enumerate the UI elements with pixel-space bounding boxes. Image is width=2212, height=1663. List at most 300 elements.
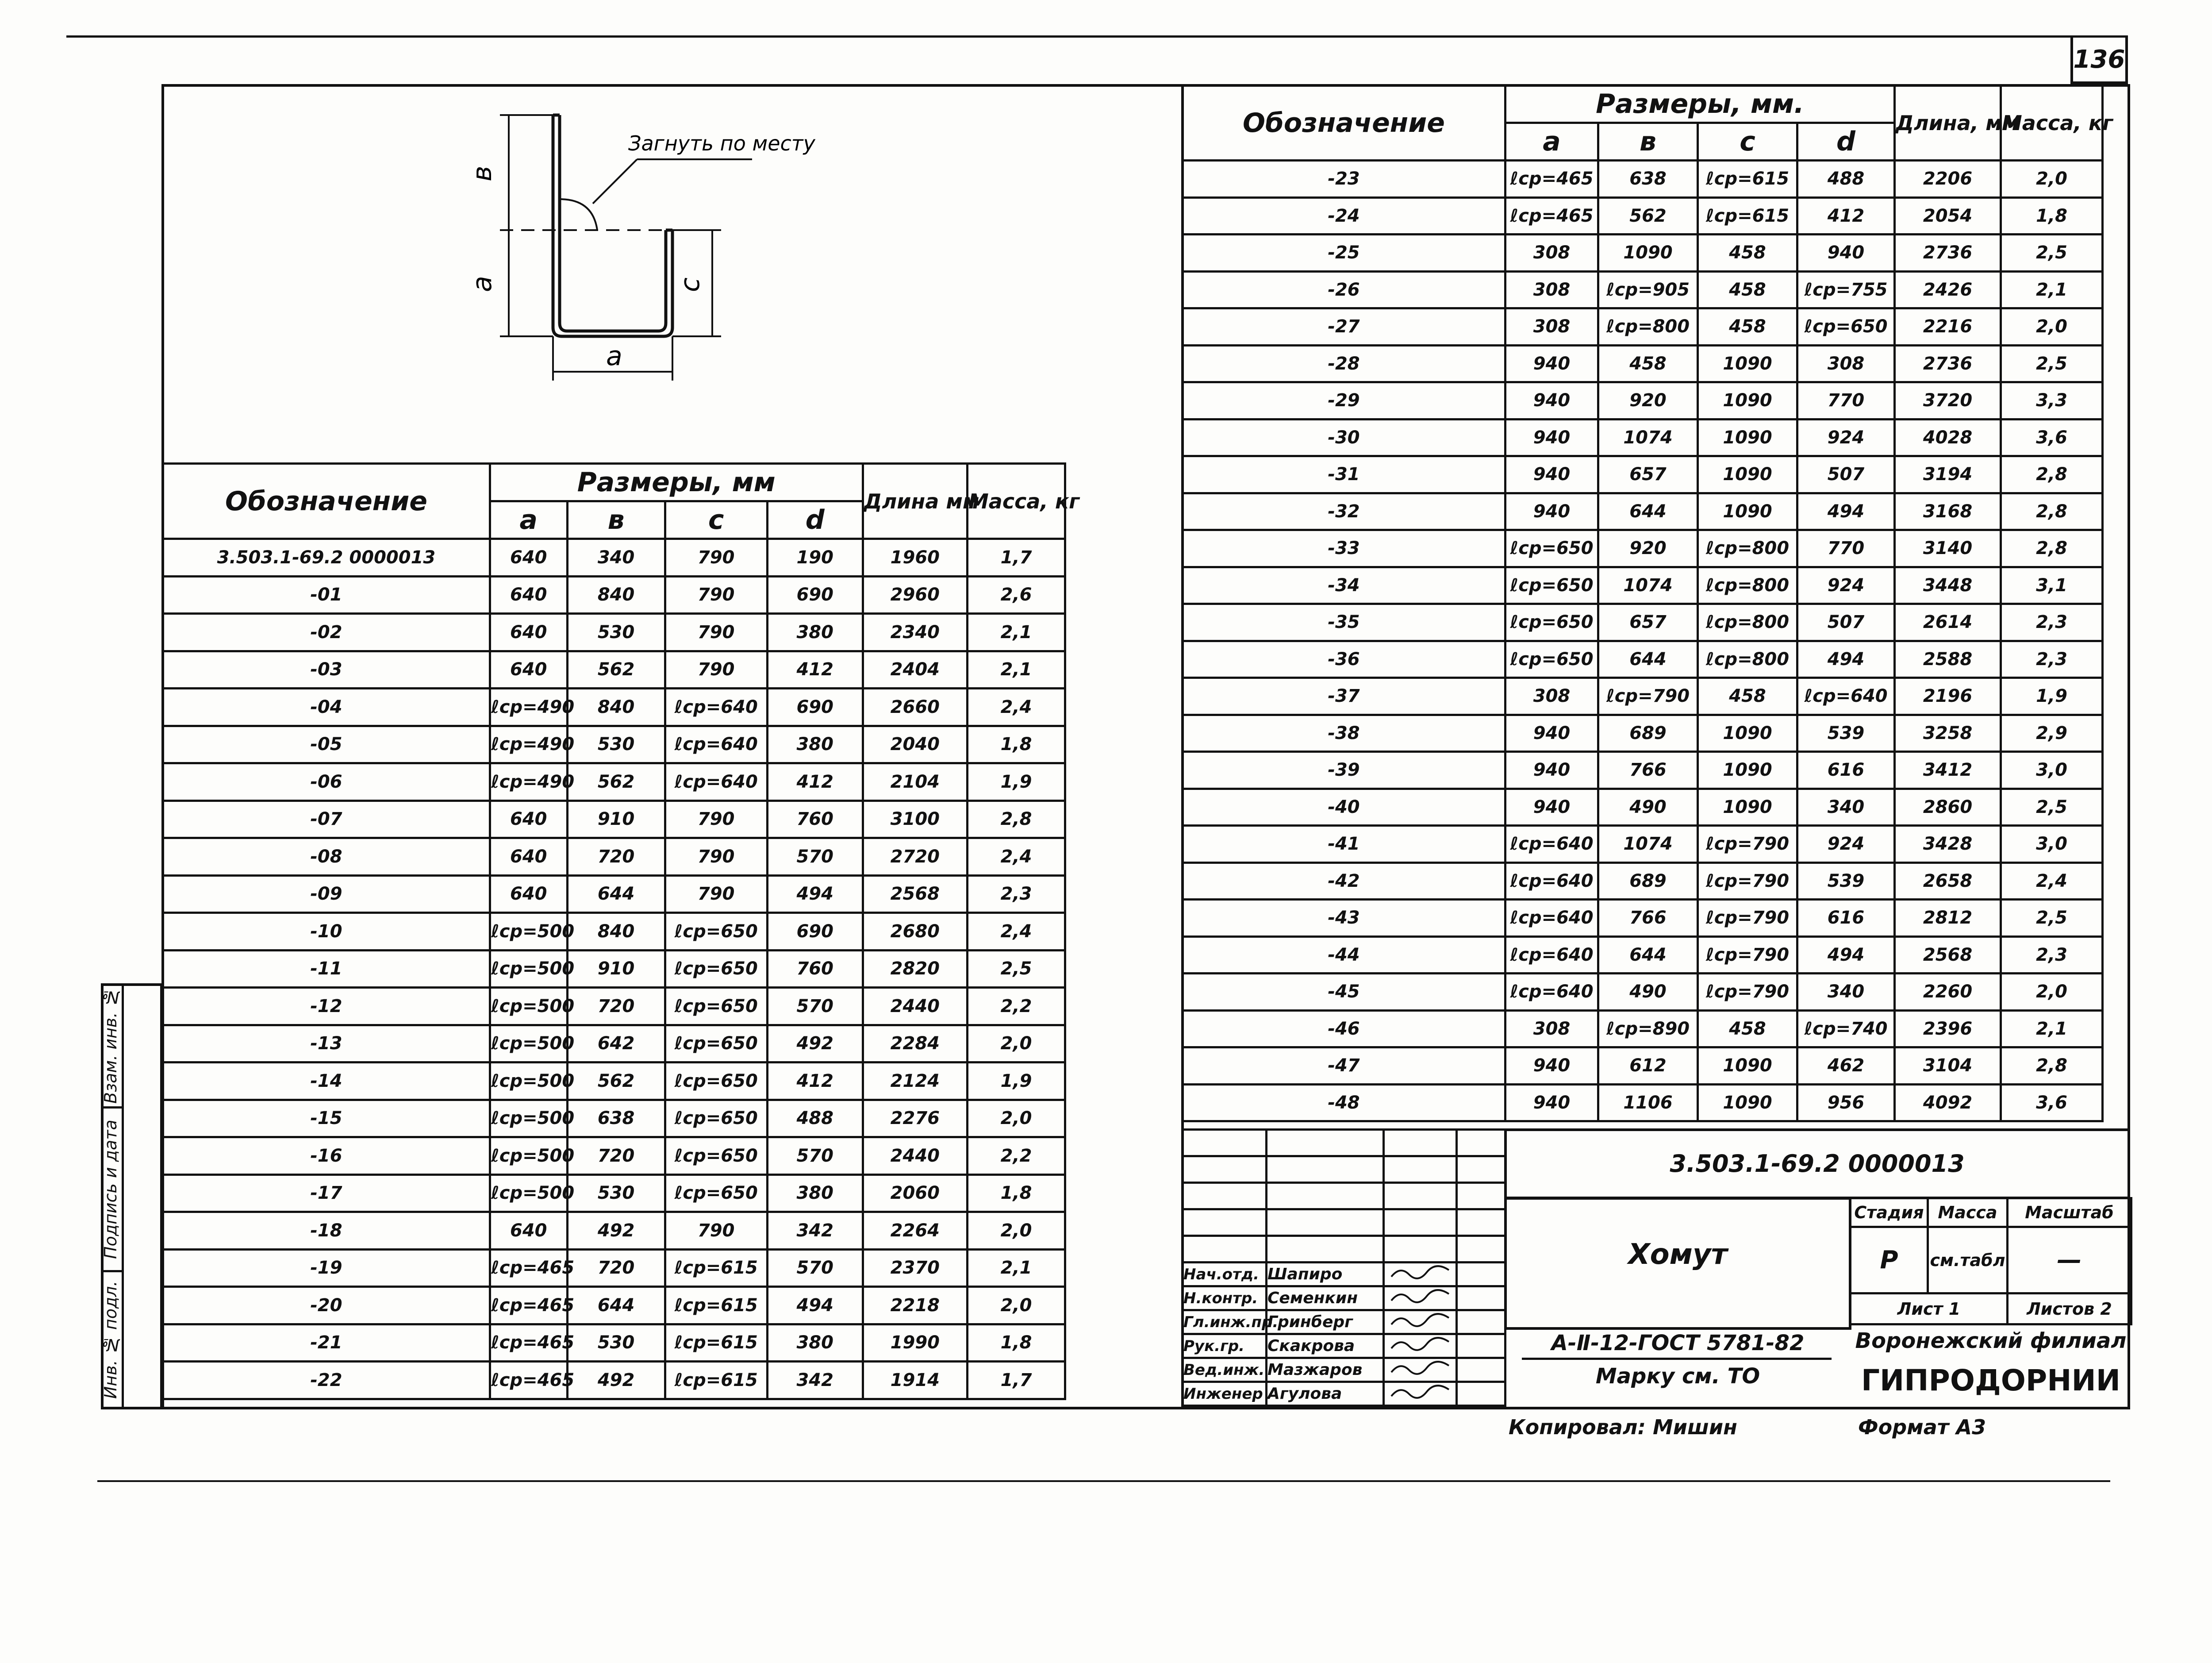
right-col-length: Длина, мм — [1895, 85, 2001, 161]
cell-mass: 2,3 — [2001, 604, 2103, 641]
cell-a: ℓср=500 — [490, 950, 567, 988]
cell-c: 1090 — [1698, 382, 1797, 420]
side-label-vzam: Взам. инв. № — [101, 987, 120, 1104]
cell-d: 924 — [1797, 826, 1895, 863]
table-row — [163, 988, 1065, 1025]
side-label-inv: Инв. № подл. — [101, 1281, 120, 1399]
mass-value: см.табл — [1928, 1227, 2008, 1293]
cell-a: 308 — [1505, 308, 1598, 346]
cell-a: ℓср=490 — [490, 726, 567, 763]
cell-a: 940 — [1505, 419, 1598, 456]
left-col-length: Длина мм — [863, 464, 967, 539]
cell-a: 940 — [1505, 1047, 1598, 1085]
cell-b: 530 — [567, 1174, 665, 1212]
cell-des: -47 — [1183, 1047, 1505, 1085]
stamp-signature — [1384, 1358, 1457, 1382]
cell-c: 790 — [665, 539, 767, 577]
cell-c: ℓср=615 — [665, 1249, 767, 1287]
cell-c: 1090 — [1698, 456, 1797, 493]
cell-c: ℓср=650 — [665, 988, 767, 1025]
cell-a: 940 — [1505, 715, 1598, 752]
cell-mass: 2,4 — [968, 838, 1065, 876]
stamp-date — [1457, 1358, 1505, 1382]
cell-len: 2736 — [1895, 345, 2001, 382]
table-row — [1183, 826, 2103, 863]
table-row — [1183, 862, 2103, 900]
cell-b: 840 — [567, 913, 665, 951]
cell-c: 790 — [665, 838, 767, 876]
cell-a: ℓср=490 — [490, 689, 567, 726]
cell-a: ℓср=650 — [1505, 641, 1598, 678]
cell-des: -07 — [163, 801, 490, 838]
cell-c: ℓср=790 — [1698, 900, 1797, 937]
cell-mass: 2,2 — [968, 1137, 1065, 1175]
table-row — [163, 1212, 1065, 1250]
cell-mass: 1,8 — [968, 1324, 1065, 1362]
cell-len: 2440 — [863, 1137, 967, 1175]
cell-len: 2216 — [1895, 308, 2001, 346]
cell-des: -06 — [163, 763, 490, 801]
cell-mass: 2,1 — [2001, 1010, 2103, 1047]
cell-len: 2812 — [1895, 900, 2001, 937]
stamp-date — [1457, 1382, 1505, 1406]
stamp-role: Рук.гр. — [1183, 1334, 1267, 1358]
cell-d: 570 — [767, 838, 863, 876]
cell-des: -22 — [163, 1362, 490, 1399]
table-row — [1183, 161, 2103, 198]
cell-a: 640 — [490, 576, 567, 614]
cell-a: 940 — [1505, 493, 1598, 530]
cell-d: 492 — [767, 1025, 863, 1062]
right-col-a: a — [1505, 123, 1598, 161]
table-row — [1183, 678, 2103, 715]
cell-b: 920 — [1598, 530, 1698, 567]
cell-c: ℓср=615 — [1698, 161, 1797, 198]
left-col-b: в — [567, 501, 665, 539]
cell-c: ℓср=790 — [1698, 826, 1797, 863]
cell-a: ℓср=490 — [490, 763, 567, 801]
right-col-c: с — [1698, 123, 1797, 161]
cell-len: 1990 — [863, 1324, 967, 1362]
cell-mass: 2,0 — [968, 1100, 1065, 1137]
stamp-role: Гл.инж.пр. — [1183, 1310, 1267, 1334]
stamp-role: Инженер — [1183, 1382, 1267, 1406]
table-row — [163, 801, 1065, 838]
cell-c: 458 — [1698, 678, 1797, 715]
cell-a: ℓср=650 — [1505, 530, 1598, 567]
stamp-person: Агулова — [1267, 1382, 1384, 1406]
stamp-date — [1457, 1334, 1505, 1358]
table-row — [1183, 752, 2103, 789]
cell-d: 956 — [1797, 1084, 1895, 1121]
cell-mass: 1,9 — [968, 763, 1065, 801]
table-row — [1183, 308, 2103, 346]
right-spec-table — [1181, 84, 2113, 1122]
table-row — [163, 726, 1065, 763]
cell-a: ℓср=640 — [1505, 900, 1598, 937]
cell-len: 4028 — [1895, 419, 2001, 456]
table-row — [163, 1287, 1065, 1324]
cell-len: 2124 — [863, 1062, 967, 1100]
cell-mass: 1,7 — [968, 1362, 1065, 1399]
table-row — [1183, 567, 2103, 604]
cell-d: 342 — [767, 1212, 863, 1250]
cell-b: 638 — [567, 1100, 665, 1137]
cell-d: 412 — [1797, 197, 1895, 235]
cell-mass: 2,1 — [968, 614, 1065, 651]
cell-des: -46 — [1183, 1010, 1505, 1047]
cell-a: ℓср=640 — [1505, 936, 1598, 974]
cell-d: 690 — [767, 576, 863, 614]
table-row — [1183, 1084, 2103, 1121]
cell-a: ℓср=465 — [490, 1362, 567, 1399]
cell-len: 2720 — [863, 838, 967, 876]
cell-mass: 2,4 — [968, 689, 1065, 726]
dim-a-bottom-label: a — [606, 341, 622, 372]
cell-c: 1090 — [1698, 419, 1797, 456]
left-col-mass: Масса, кг — [968, 464, 1065, 539]
right-col-designation: Обозначение — [1183, 85, 1505, 161]
cell-d: 507 — [1797, 604, 1895, 641]
cell-d: ℓср=755 — [1797, 271, 1895, 308]
cell-mass: 1,9 — [968, 1062, 1065, 1100]
cell-b: 340 — [567, 539, 665, 577]
cell-mass: 2,5 — [968, 950, 1065, 988]
cell-a: ℓср=640 — [1505, 862, 1598, 900]
cell-c: 458 — [1698, 271, 1797, 308]
sheet-label: Лист 1 — [1851, 1293, 2008, 1324]
cell-b: 644 — [1598, 493, 1698, 530]
table-row — [1183, 900, 2103, 937]
cell-a: 640 — [490, 838, 567, 876]
cell-len: 1914 — [863, 1362, 967, 1399]
cell-a: 940 — [1505, 752, 1598, 789]
cell-des: -33 — [1183, 530, 1505, 567]
cell-mass: 2,5 — [2001, 789, 2103, 826]
stamp-signature — [1384, 1263, 1457, 1286]
right-col-mass: Масса, кг — [2001, 85, 2103, 161]
cell-len: 2260 — [1895, 974, 2001, 1011]
cell-des: -37 — [1183, 678, 1505, 715]
cell-b: 1074 — [1598, 419, 1698, 456]
cell-des: -34 — [1183, 567, 1505, 604]
cell-d: 570 — [767, 988, 863, 1025]
cell-mass: 2,8 — [2001, 530, 2103, 567]
cell-c: ℓср=650 — [665, 950, 767, 988]
cell-c: 790 — [665, 801, 767, 838]
cell-b: 492 — [567, 1212, 665, 1250]
cell-des: -38 — [1183, 715, 1505, 752]
cell-d: 690 — [767, 913, 863, 951]
cell-a: 308 — [1505, 271, 1598, 308]
cell-a: ℓср=465 — [490, 1249, 567, 1287]
cell-c: ℓср=615 — [665, 1287, 767, 1324]
cell-a: 640 — [490, 651, 567, 689]
cell-c: ℓср=615 — [665, 1362, 767, 1399]
stamp-roles-table — [1181, 1128, 1506, 1407]
cell-b: 562 — [1598, 197, 1698, 235]
stamp-signature — [1384, 1382, 1457, 1406]
cell-b: 766 — [1598, 900, 1698, 937]
cell-d: 494 — [767, 875, 863, 913]
cell-des: -09 — [163, 875, 490, 913]
cell-c: ℓср=650 — [665, 1062, 767, 1100]
stamp-material-underline — [1522, 1358, 1832, 1360]
table-row — [1183, 382, 2103, 420]
cell-a: 308 — [1505, 678, 1598, 715]
cell-des: -13 — [163, 1025, 490, 1062]
cell-len: 2820 — [863, 950, 967, 988]
cell-mass: 3,6 — [2001, 1084, 2103, 1121]
cell-len: 2396 — [1895, 1010, 2001, 1047]
cell-len: 4092 — [1895, 1084, 2001, 1121]
table-row — [163, 1324, 1065, 1362]
table-row — [1183, 1010, 2103, 1047]
cell-des: -31 — [1183, 456, 1505, 493]
cell-des: -20 — [163, 1287, 490, 1324]
cell-c: ℓср=790 — [1698, 862, 1797, 900]
cell-len: 2660 — [863, 689, 967, 726]
cell-d: 570 — [767, 1137, 863, 1175]
cell-len: 1960 — [863, 539, 967, 577]
cell-des: -18 — [163, 1212, 490, 1250]
cell-des: -10 — [163, 913, 490, 951]
leader-line — [593, 159, 637, 204]
sheets-label: Листов 2 — [2008, 1293, 2131, 1324]
cell-b: 910 — [567, 801, 665, 838]
left-col-designation: Обозначение — [163, 464, 490, 539]
cell-len: 3412 — [1895, 752, 2001, 789]
table-row — [1183, 974, 2103, 1011]
cell-a: ℓср=500 — [490, 1062, 567, 1100]
cell-d: 308 — [1797, 345, 1895, 382]
cell-len: 2658 — [1895, 862, 2001, 900]
cell-des: -19 — [163, 1249, 490, 1287]
table-row — [1183, 715, 2103, 752]
stamp-role: Нач.отд. — [1183, 1263, 1267, 1286]
cell-b: 910 — [567, 950, 665, 988]
stamp-material-1: А-Ⅱ-12-ГОСТ 5781-82 — [1551, 1331, 1805, 1355]
bend-note: Загнуть по месту — [628, 131, 815, 155]
cell-a: 940 — [1505, 789, 1598, 826]
table-row — [163, 1100, 1065, 1137]
cell-len: 2568 — [863, 875, 967, 913]
table-row — [1183, 235, 2103, 272]
table-row — [1183, 197, 2103, 235]
cell-b: 766 — [1598, 752, 1698, 789]
page-number: 136 — [2070, 35, 2128, 84]
cell-mass: 3,6 — [2001, 419, 2103, 456]
table-row — [1183, 456, 2103, 493]
cell-mass: 2,0 — [968, 1212, 1065, 1250]
cell-d: 570 — [767, 1249, 863, 1287]
cell-b: 644 — [1598, 936, 1698, 974]
cell-len: 2680 — [863, 913, 967, 951]
table-row — [163, 950, 1065, 988]
stage-label: Стадия — [1851, 1198, 1928, 1227]
cell-b: 657 — [1598, 604, 1698, 641]
cell-b: ℓср=905 — [1598, 271, 1698, 308]
cell-des: -27 — [1183, 308, 1505, 346]
cell-b: 562 — [567, 763, 665, 801]
table-row — [163, 1174, 1065, 1212]
cell-a: 940 — [1505, 1084, 1598, 1121]
cell-len: 2284 — [863, 1025, 967, 1062]
cell-c: ℓср=650 — [665, 913, 767, 951]
cell-a: ℓср=640 — [1505, 974, 1598, 1011]
table-row — [1183, 789, 2103, 826]
cell-d: 690 — [767, 689, 863, 726]
cell-len: 2104 — [863, 763, 967, 801]
cell-b: 492 — [567, 1362, 665, 1399]
cell-a: 640 — [490, 801, 567, 838]
cell-mass: 2,5 — [2001, 900, 2103, 937]
cell-len: 2276 — [863, 1100, 967, 1137]
cell-b: 840 — [567, 689, 665, 726]
cell-len: 2568 — [1895, 936, 2001, 974]
cell-len: 3168 — [1895, 493, 2001, 530]
stage-value: Р — [1851, 1227, 1928, 1293]
cell-a: 640 — [490, 614, 567, 651]
cell-b: 644 — [567, 875, 665, 913]
cell-len: 3428 — [1895, 826, 2001, 863]
cell-des: -12 — [163, 988, 490, 1025]
cell-a: ℓср=500 — [490, 913, 567, 951]
cell-b: 530 — [567, 614, 665, 651]
stamp-date — [1457, 1286, 1505, 1310]
cell-c: 1090 — [1698, 1084, 1797, 1121]
cell-b: 920 — [1598, 382, 1698, 420]
cell-a: ℓср=640 — [1505, 826, 1598, 863]
cell-d: 412 — [767, 1062, 863, 1100]
cell-c: ℓср=800 — [1698, 530, 1797, 567]
table-row — [1183, 604, 2103, 641]
cell-c: 790 — [665, 576, 767, 614]
cell-c: ℓср=790 — [1698, 974, 1797, 1011]
cell-des: -26 — [1183, 271, 1505, 308]
cell-b: 1090 — [1598, 235, 1698, 272]
cell-b: 530 — [567, 1324, 665, 1362]
cell-mass: 2,2 — [968, 988, 1065, 1025]
table-row — [163, 875, 1065, 913]
cell-b: 720 — [567, 1137, 665, 1175]
cell-des: 3.503.1-69.2 0000013 — [163, 539, 490, 577]
cell-d: 770 — [1797, 382, 1895, 420]
side-label-sign: Подпись и дата — [101, 1120, 120, 1259]
table-row — [163, 763, 1065, 801]
cell-len: 3140 — [1895, 530, 2001, 567]
cell-d: 770 — [1797, 530, 1895, 567]
cell-b: 530 — [567, 726, 665, 763]
stamp-role-row — [1183, 1286, 1505, 1310]
cell-c: ℓср=800 — [1698, 604, 1797, 641]
cell-d: ℓср=650 — [1797, 308, 1895, 346]
bend-arc — [560, 199, 597, 230]
cell-c: 1090 — [1698, 752, 1797, 789]
cell-b: 490 — [1598, 789, 1698, 826]
table-row — [1183, 345, 2103, 382]
cell-a: 308 — [1505, 1010, 1598, 1047]
cell-d: ℓср=640 — [1797, 678, 1895, 715]
clamp-sketch — [465, 97, 815, 398]
stamp-person: Скакрова — [1267, 1334, 1384, 1358]
cell-d: 380 — [767, 1174, 863, 1212]
cell-mass: 2,0 — [2001, 161, 2103, 198]
cell-d: 342 — [767, 1362, 863, 1399]
cell-mass: 2,5 — [2001, 345, 2103, 382]
cell-des: -24 — [1183, 197, 1505, 235]
cell-mass: 1,8 — [968, 1174, 1065, 1212]
cell-des: -45 — [1183, 974, 1505, 1011]
left-col-dims: Размеры, мм — [490, 464, 863, 501]
cell-des: -11 — [163, 950, 490, 988]
stamp-signature — [1384, 1286, 1457, 1310]
cell-a: 940 — [1505, 345, 1598, 382]
cell-b: 612 — [1598, 1047, 1698, 1085]
stamp-format: Формат А3 — [1858, 1415, 1986, 1439]
table-row — [1183, 1047, 2103, 1085]
cell-a: ℓср=465 — [1505, 161, 1598, 198]
cell-a: ℓср=650 — [1505, 604, 1598, 641]
table-row — [163, 614, 1065, 651]
cell-len: 2054 — [1895, 197, 2001, 235]
cell-d: 488 — [767, 1100, 863, 1137]
cell-len: 2060 — [863, 1174, 967, 1212]
cell-d: 412 — [767, 651, 863, 689]
stamp-stage-table — [1849, 1197, 2132, 1325]
table-row — [163, 913, 1065, 951]
cell-des: -14 — [163, 1062, 490, 1100]
cell-des: -03 — [163, 651, 490, 689]
cell-a: 640 — [490, 875, 567, 913]
cell-d: 539 — [1797, 862, 1895, 900]
cell-b: 720 — [567, 988, 665, 1025]
cell-len: 3100 — [863, 801, 967, 838]
cell-a: ℓср=500 — [490, 1025, 567, 1062]
cell-b: 644 — [1598, 641, 1698, 678]
cell-mass: 1,8 — [968, 726, 1065, 763]
cell-len: 2340 — [863, 614, 967, 651]
cell-b: 1106 — [1598, 1084, 1698, 1121]
cell-a: ℓср=650 — [1505, 567, 1598, 604]
table-row — [1183, 530, 2103, 567]
stamp-material-2: Марку см. ТО — [1595, 1364, 1760, 1389]
cell-c: ℓср=640 — [665, 726, 767, 763]
right-col-b: в — [1598, 123, 1698, 161]
cell-des: -35 — [1183, 604, 1505, 641]
cell-d: 616 — [1797, 752, 1895, 789]
table-row — [163, 1062, 1065, 1100]
stamp-role-row — [1183, 1382, 1505, 1406]
cell-d: 494 — [1797, 493, 1895, 530]
stamp-person: Шапиро — [1267, 1263, 1384, 1286]
cell-c: ℓср=800 — [1698, 641, 1797, 678]
cell-b: 1074 — [1598, 567, 1698, 604]
cell-des: -01 — [163, 576, 490, 614]
cell-des: -15 — [163, 1100, 490, 1137]
cell-b: ℓср=790 — [1598, 678, 1698, 715]
stamp-role-row — [1183, 1263, 1505, 1286]
cell-des: -43 — [1183, 900, 1505, 937]
cell-mass: 2,0 — [2001, 974, 2103, 1011]
cell-b: 562 — [567, 651, 665, 689]
cell-d: 340 — [1797, 789, 1895, 826]
cell-mass: 2,5 — [2001, 235, 2103, 272]
stamp-org-1: Воронежский филиал — [1855, 1328, 2127, 1353]
cell-b: 657 — [1598, 456, 1698, 493]
cell-des: -41 — [1183, 826, 1505, 863]
cell-des: -30 — [1183, 419, 1505, 456]
